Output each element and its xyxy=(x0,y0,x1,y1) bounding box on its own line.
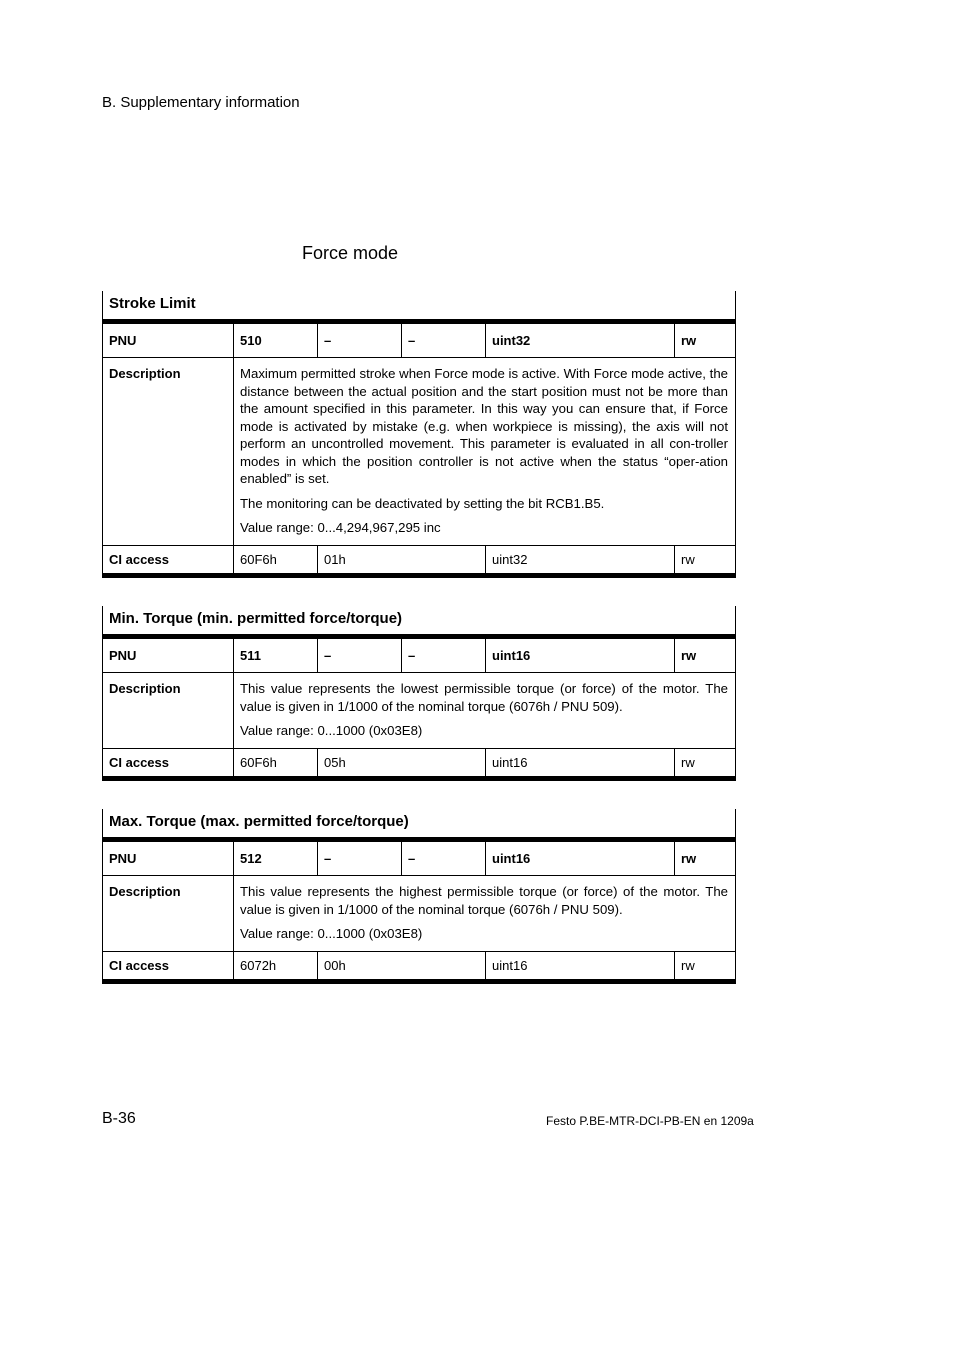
pnu-access: rw xyxy=(681,333,697,348)
ci-datatype: uint32 xyxy=(486,546,675,573)
description-row xyxy=(102,673,736,749)
ci-label: CI access xyxy=(103,749,234,776)
description-text xyxy=(234,358,735,545)
pnu-access: rw xyxy=(681,648,697,663)
pnu-subindex-1: – xyxy=(318,842,402,875)
description-row xyxy=(102,358,736,546)
value-range: Value range: 0...1000 (0x03E8) xyxy=(240,926,423,941)
ci-datatype: uint16 xyxy=(486,952,675,979)
description-label: Description xyxy=(103,358,234,545)
pnu-label: PNU xyxy=(103,842,234,875)
document-reference: Festo P.BE-MTR-DCI-PB-EN en 1209a xyxy=(546,1114,754,1128)
description-text xyxy=(234,673,735,748)
pnu-datatype: uint16 xyxy=(486,842,675,875)
ci-label: CI access xyxy=(103,546,234,573)
ci-access: rw xyxy=(681,754,695,770)
description-row xyxy=(102,876,736,952)
pnu-subindex-1: – xyxy=(318,639,402,672)
pnu-subindex-2: – xyxy=(402,324,486,357)
ci-access-row xyxy=(102,749,736,781)
description-paragraph: Maximum permitted stroke when Force mode is active. With Force mode active, the distance between the actual position and the start position must not be more than the amount specified in this parameter. In this way you can ensure that, if Force mode is activated by mistake (e.g. when workpiece is missing), the axis will not perform an uncontrolled movement. This parameter is evaluated in all con-troller modes in which the position controller is not active when the status “oper-ation enabled” is set. xyxy=(240,366,728,486)
pnu-datatype: uint16 xyxy=(486,639,675,672)
parameter-title: Stroke Limit xyxy=(102,291,736,324)
ci-index: 60F6h xyxy=(234,546,318,573)
parameter-title: Max. Torque (max. permitted force/torque) xyxy=(102,809,736,842)
value-range: Value range: 0...4,294,967,295 inc xyxy=(240,520,441,535)
pnu-number: 512 xyxy=(234,842,318,875)
ci-access-row xyxy=(102,546,736,578)
pnu-number: 511 xyxy=(234,639,318,672)
description-paragraph: This value represents the lowest permissible torque (or force) of the motor. The value is given in 1/1000 of the nominal torque (6076h / PNU 509). xyxy=(240,681,728,714)
pnu-label: PNU xyxy=(103,639,234,672)
pnu-subindex-2: – xyxy=(402,639,486,672)
description-text xyxy=(234,876,735,951)
pnu-datatype: uint32 xyxy=(486,324,675,357)
description-label: Description xyxy=(103,673,234,748)
pnu-row xyxy=(102,639,736,673)
pnu-row xyxy=(102,324,736,358)
ci-datatype: uint16 xyxy=(486,749,675,776)
ci-access: rw xyxy=(681,957,695,973)
description-label: Description xyxy=(103,876,234,951)
ci-label: CI access xyxy=(103,952,234,979)
pnu-row xyxy=(102,842,736,876)
description-paragraph: The monitoring can be deactivated by setting the bit RCB1.B5. xyxy=(240,495,605,511)
ci-subindex: 01h xyxy=(318,546,486,573)
pnu-subindex-2: – xyxy=(402,842,486,875)
ci-access: rw xyxy=(681,551,695,567)
pnu-number: 510 xyxy=(234,324,318,357)
ci-index: 60F6h xyxy=(234,749,318,776)
page-number: B-36 xyxy=(102,1110,136,1127)
ci-subindex: 00h xyxy=(318,952,486,979)
pnu-access: rw xyxy=(681,851,697,866)
pnu-subindex-1: – xyxy=(318,324,402,357)
parameter-table-min-torque xyxy=(102,606,736,781)
description-paragraph: This value represents the highest permissible torque (or force) of the motor. The value is given in 1/1000 of the nominal torque (6076h / PNU 509). xyxy=(240,884,728,917)
parameter-table-stroke-limit xyxy=(102,291,736,578)
section-header: B. Supplementary information xyxy=(102,94,300,111)
page-title: Force mode xyxy=(302,243,399,263)
parameter-title: Min. Torque (min. permitted force/torque) xyxy=(102,606,736,639)
pnu-label: PNU xyxy=(103,324,234,357)
parameter-table-max-torque xyxy=(102,809,736,984)
value-range: Value range: 0...1000 (0x03E8) xyxy=(240,723,423,738)
ci-subindex: 05h xyxy=(318,749,486,776)
ci-index: 6072h xyxy=(234,952,318,979)
ci-access-row xyxy=(102,952,736,984)
